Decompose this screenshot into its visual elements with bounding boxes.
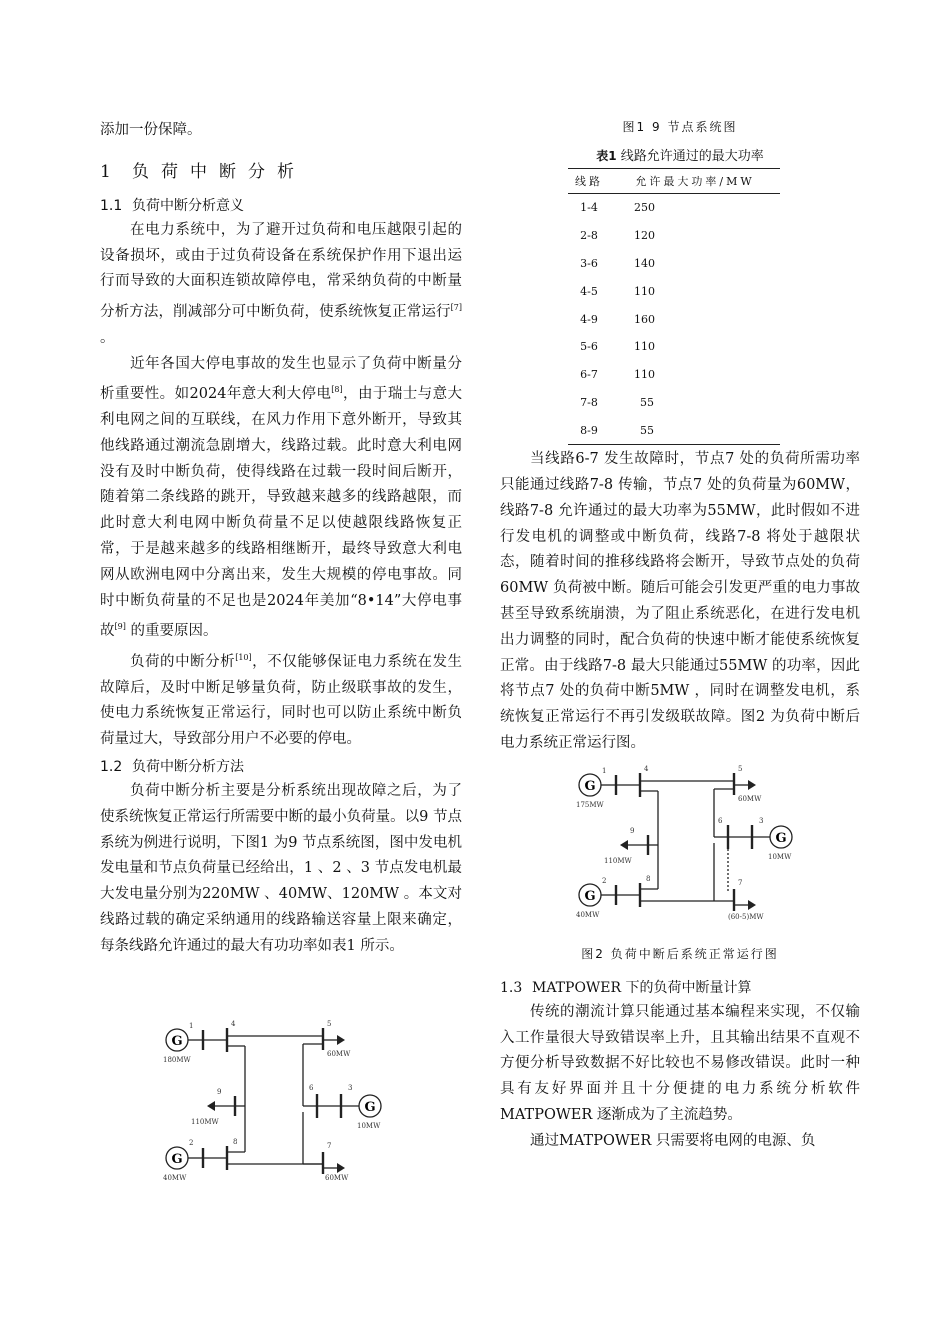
table-cell: 250 xyxy=(634,201,656,215)
paragraph-5: 当线路6-7 发生故障时，节点7 处的负荷所需功率只能通过线路7-8 传输，节点7 处的负荷量为60MW，线路7-8 允许通过的最大功率为55MW，此时假如不进行发电机的调整或中断负荷，线路7-8 将处于越限状态，随着时间的推移线路将会断开，导致节点处的负荷60MW 负荷被中断。随后可能会引发更严重的电力事故甚至导致系统崩溃，为了阻止系统恶化，在进行发电机出力调整的同时，配合负荷的快速中断才能使系统恢复正常。由于线路7-8 最大只能通过55MW 的功率，因此将节点7 处的负荷中断5MW ，同时在调整发电机，系统恢复正常运行不再引发级联故障。图2 为负荷中断后电力系统正常运行图。 xyxy=(500,451,860,751)
node-label: 5 xyxy=(738,764,743,773)
intro-line: 添加一份保障。 xyxy=(100,122,202,138)
section-title: 负荷中断分析 xyxy=(132,161,306,182)
paragraph-2 xyxy=(100,352,462,645)
subsection-heading-1-1 xyxy=(100,194,462,218)
node-label: 3 xyxy=(759,816,764,825)
table-cell: 110 xyxy=(634,284,656,298)
paragraph-text: 的重要原因。 xyxy=(125,623,218,640)
load-arrow-9-icon xyxy=(620,840,628,850)
table-cell: 110 xyxy=(634,340,656,354)
gen-label: G xyxy=(775,830,787,846)
gen-label: G xyxy=(584,888,596,904)
subsection-title: 负荷中断分析方法 xyxy=(132,759,244,776)
figure-1-caption: 图1 9 节点系统图 xyxy=(622,120,738,134)
node-label: 2 xyxy=(189,1139,194,1147)
node-label: 6 xyxy=(309,1084,314,1092)
load-label: 60MW xyxy=(325,1174,349,1182)
node-label: 5 xyxy=(327,1020,332,1028)
load-label: 175MW xyxy=(576,800,604,809)
gen-label: G xyxy=(171,1034,183,1049)
table-1 xyxy=(568,168,780,445)
gen-label: G xyxy=(171,1152,183,1167)
citation: [9] xyxy=(114,622,126,632)
table-cell: 4-5 xyxy=(580,284,598,298)
citation: [7] xyxy=(450,303,462,313)
load-label: 10MW xyxy=(357,1122,381,1130)
section-number: 1 xyxy=(100,161,111,182)
subsection-title: 负荷中断分析意义 xyxy=(132,197,244,214)
subsection-heading-1-2 xyxy=(100,755,462,779)
load-label: 60MW xyxy=(738,794,762,803)
node-label: 3 xyxy=(348,1084,353,1092)
table-row xyxy=(568,305,780,333)
table-cell: 110 xyxy=(634,368,656,382)
table-header-row xyxy=(568,169,780,194)
table-cell: 1-4 xyxy=(580,201,598,215)
node-label: 4 xyxy=(644,764,649,773)
node-label: 6 xyxy=(718,816,723,825)
table-cell: 5-6 xyxy=(580,340,598,354)
load-arrow-9-icon xyxy=(207,1101,215,1111)
left-column xyxy=(100,118,462,960)
paragraph-text: 负荷的中断分析 xyxy=(130,653,236,670)
table-title-text: 线路允许通过的最大功率 xyxy=(616,149,764,164)
table-cell: 2-8 xyxy=(580,229,598,243)
load-label: 110MW xyxy=(604,856,632,865)
load-arrow-5-icon xyxy=(337,1035,345,1045)
table-row xyxy=(568,389,780,417)
load-label: 40MW xyxy=(576,910,600,919)
table-cell: 6-7 xyxy=(580,368,598,382)
citation: [10] xyxy=(235,653,252,663)
table-row xyxy=(568,361,780,389)
table-row xyxy=(568,277,780,305)
table-cell: 8-9 xyxy=(568,416,610,444)
load-label: 60MW xyxy=(327,1050,351,1058)
figure-2-caption: 图2 负荷中断后系统正常运行图 xyxy=(581,946,779,961)
column-header: 线路 xyxy=(568,169,610,194)
figure-1-network-diagram xyxy=(155,1018,415,1188)
paragraph-6: 传统的潮流计算只能通过基本编程来实现，不仅输入工作量很大导致错误率上升，且其输出结果不直观不方便分析导致数据不好比较也不易修改错误。此时一种具有友好界面并且十分便捷的电力系统分析软件MATPOWER 逐渐成为了主流趋势。 xyxy=(500,1003,860,1123)
load-label: 40MW xyxy=(163,1174,187,1182)
table-label: 表1 xyxy=(596,149,617,163)
right-column xyxy=(500,118,860,1155)
load-arrow-7-icon xyxy=(748,900,756,910)
paragraph-text: 近年各国大停电事故的发生也显示了负荷中断量分析重要性。如2024年意大利大停电 xyxy=(100,355,462,403)
table-cell: 120 xyxy=(634,229,656,243)
subsection-number: 1.1 xyxy=(100,197,123,214)
table-row xyxy=(568,250,780,278)
node-label: 1 xyxy=(602,766,607,775)
column-header: 允许最大功率/MW xyxy=(610,169,780,194)
section-heading-1 xyxy=(100,158,462,186)
table-cell: 3-6 xyxy=(580,256,598,270)
table-row xyxy=(568,333,780,361)
paragraph-text: 在电力系统中，为了避开过负荷和电压越限引起的设备损坏，或由于过负荷设备在系统保护作用下退出运行而导致的大面积连锁故障停电，常采纳负荷的中断量分析方法，削减部分可中断负荷，使系统恢复正常运行 xyxy=(100,221,462,321)
gen-label: G xyxy=(584,778,596,794)
load-arrow-7-icon xyxy=(337,1163,345,1173)
table-row xyxy=(568,416,780,444)
load-label: 10MW xyxy=(768,852,792,861)
subsection-title: MATPOWER 下的负荷中断量计算 xyxy=(532,979,752,996)
paragraph-text: ，不仅能够保证电力系统在发生故障后，及时中断足够量负荷，防止级联事故的发生，使电力系统恢复正常运行，同时也可以防止系统中断负荷量过大，导致部分用户不必要的停电。 xyxy=(100,653,463,748)
paragraph-text: ，由于瑞士与意大利电网之间的互联线，在风力作用下意外断开，导致其他线路通过潮流急剧增大，线路过载。此时意大利电网没有及时中断负荷，使得线路在过载一段时间后断开，随着第二条线路的跳开，导致越来越多的线路越限，而此时意大利电网中断负荷量不足以使越限线路恢复正常，于是越来越多的线路相继断开，最终导致意大利电网从欧洲电网中分离出来，发生大规模的停电事故。同时中断负荷量的不足也是2024年美加“8•14”大停电事故 xyxy=(100,386,463,640)
node-label: 9 xyxy=(630,826,635,835)
node-label: 4 xyxy=(231,1020,236,1028)
table-cell: 4-9 xyxy=(580,312,598,326)
table-row xyxy=(568,222,780,250)
paragraph-text: 。 xyxy=(100,329,115,346)
table-cell: 160 xyxy=(634,312,656,326)
node-label: 8 xyxy=(646,874,651,883)
paragraph-7: 通过MATPOWER 只需要将电网的电源、负 xyxy=(530,1132,816,1149)
table-cell: 55 xyxy=(610,416,780,444)
citation: [8] xyxy=(331,385,343,395)
node-label: 9 xyxy=(217,1088,222,1096)
node-label: 2 xyxy=(602,876,607,885)
paragraph-4: 负荷中断分析主要是分析系统出现故障之后，为了使系统恢复正常运行所需要中断的最小负荷量。以9 节点系统为例进行说明，下图1 为9 节点系统图，图中发电机发电量和节点负荷量已经给出，1 、2 、3 节点发电机最大发电量分别为220MW 、40MW、120MW 。本文对线路过载的确定采纳通用的线路输送容量上限来确定，每条线路允许通过的最大有功功率如表1 所示。 xyxy=(100,783,462,954)
load-label: 180MW xyxy=(163,1056,191,1064)
table-cell: 140 xyxy=(634,256,656,270)
table-cell: 55 xyxy=(640,395,655,409)
figure-2-network-diagram xyxy=(568,763,808,933)
load-label: 110MW xyxy=(191,1118,219,1126)
table-cell: 7-8 xyxy=(580,395,598,409)
table-row xyxy=(568,194,780,222)
node-label: 7 xyxy=(738,878,743,887)
subsection-heading-1-3 xyxy=(500,976,860,1000)
load-arrow-5-icon xyxy=(748,780,756,790)
gen-label: G xyxy=(364,1100,376,1115)
paragraph-3 xyxy=(100,645,462,753)
paragraph-1 xyxy=(100,218,462,352)
node-label: 7 xyxy=(327,1142,332,1150)
table-1-title xyxy=(500,145,860,164)
subsection-number: 1.3 xyxy=(500,979,523,996)
node-label: 1 xyxy=(189,1022,194,1030)
load-label: (60-5)MW xyxy=(728,912,764,921)
node-label: 8 xyxy=(233,1138,238,1146)
subsection-number: 1.2 xyxy=(100,759,123,776)
